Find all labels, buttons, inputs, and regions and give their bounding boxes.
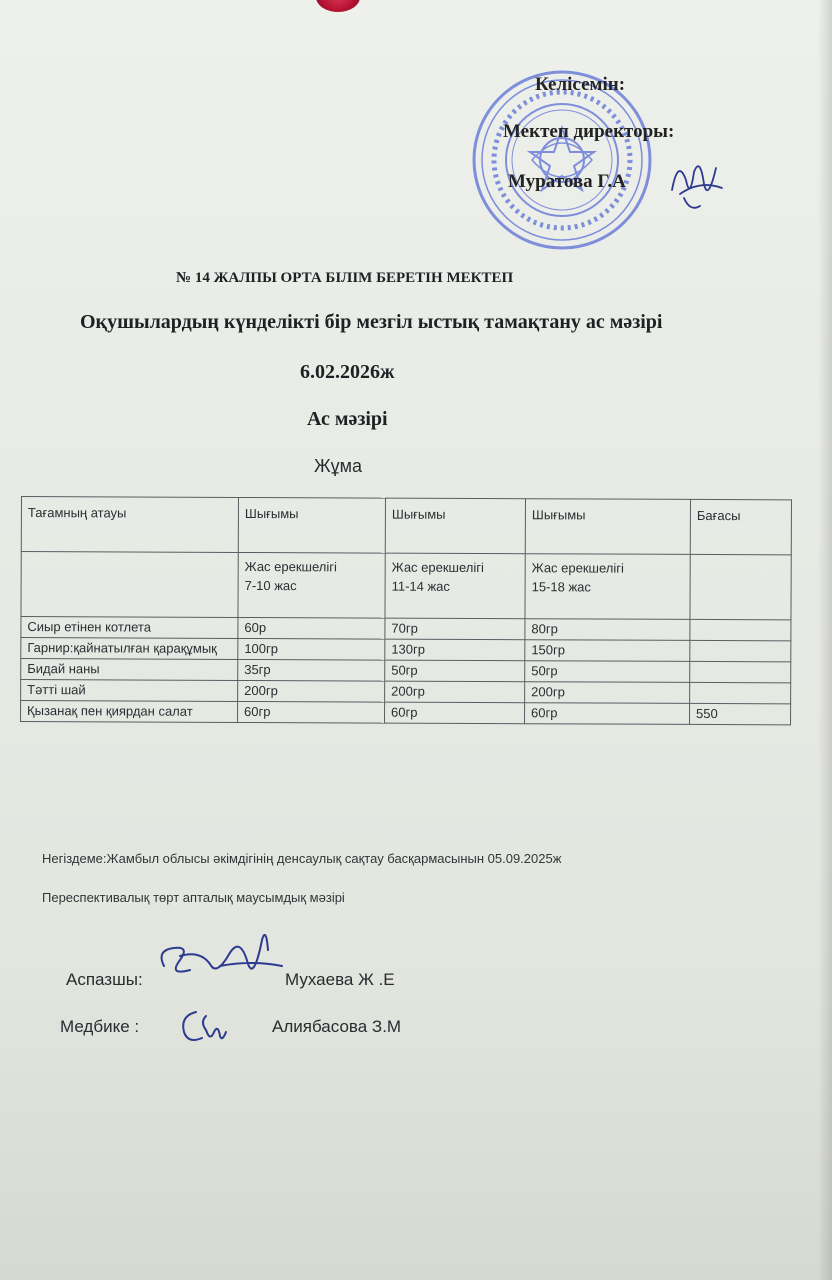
yield-cell: 35гр [238,659,385,681]
table-row [21,701,791,725]
yield-cell: 70гр [385,618,525,640]
yield-cell: 60р [238,617,385,639]
yield-cell: 200гр [238,680,385,702]
menu-table [20,496,792,725]
weekday: Жұма [314,456,363,476]
price-cell: 550 [690,703,791,724]
yield-cell: 200гр [385,681,525,703]
dish-name: Қызанақ пен қиярдан салат [21,701,238,723]
yield-cell: 60гр [385,702,525,724]
yield-cell: 80гр [525,619,690,641]
dish-name: Бидай наны [21,659,238,681]
header-dish-name: Тағамның атауы [21,497,238,553]
dish-name: Сиыр етінен котлета [21,617,238,639]
approval-position: Мектеп директоры: [503,121,675,142]
yield-cell: 150гр [525,640,690,662]
header-yield-1: Шығымы [238,497,385,553]
dish-name: Тәтті шай [21,680,238,702]
price-cell [690,640,791,661]
price-cell [690,682,791,703]
menu-heading: Оқушылардың күнделікті бір мезгіл ыстық тамақтану ас мәзірі [80,311,663,333]
dish-name: Гарнир:қайнатылған қарақұмық [21,638,238,660]
menu-date: 6.02.2026ж [300,361,395,383]
cook-signature-icon [150,920,290,990]
price-cell [690,661,791,682]
approval-director-name: Муратова Г.А [508,171,626,192]
table-header-row [21,497,791,555]
nurse-name: Алиябасова З.М [272,1017,402,1036]
nurse-signature-icon [176,1002,236,1046]
price-cell [690,619,791,640]
paper-shadow-edge [818,0,832,1280]
approval-agree: Келісемін: [535,74,626,95]
age-cell [21,552,238,618]
basis-note: Негіздеме:Жамбыл облысы әкімдігінің денсаулық сақтау басқармасынын 05.09.2025ж [42,851,562,866]
menu-label: Ас мәзірі [307,408,388,430]
yield-cell: 50гр [525,661,690,683]
school-name: № 14 ЖАЛПЫ ОРТА БІЛІМ БЕРЕТІН МЕКТЕП [176,270,514,286]
perspective-note: Переспективалық төрт апталық маусымдық мәзірі [42,890,345,905]
yield-cell: 60гр [525,703,690,725]
age-cell [690,554,791,619]
age-cell: Жас ерекшелігі 7-10 жас [238,552,385,618]
yield-cell: 130гр [385,639,525,661]
cook-name: Мухаева Ж .Е [285,970,395,989]
age-cell: Жас ерекшелігі 11-14 жас [385,553,525,619]
yield-cell: 200гр [525,682,690,704]
age-cell: Жас ерекшелігі 15-18 жас [525,554,690,620]
age-group-row [21,552,791,620]
director-signature-icon [660,150,730,220]
header-yield-2: Шығымы [385,498,525,554]
nurse-label: Медбике : [60,1017,140,1036]
yield-cell: 60гр [238,701,385,723]
cook-label: Аспазшы: [66,970,143,989]
header-yield-3: Шығымы [525,499,690,555]
yield-cell: 100гр [238,638,385,660]
header-price: Бағасы [690,499,791,554]
yield-cell: 50гр [385,660,525,682]
